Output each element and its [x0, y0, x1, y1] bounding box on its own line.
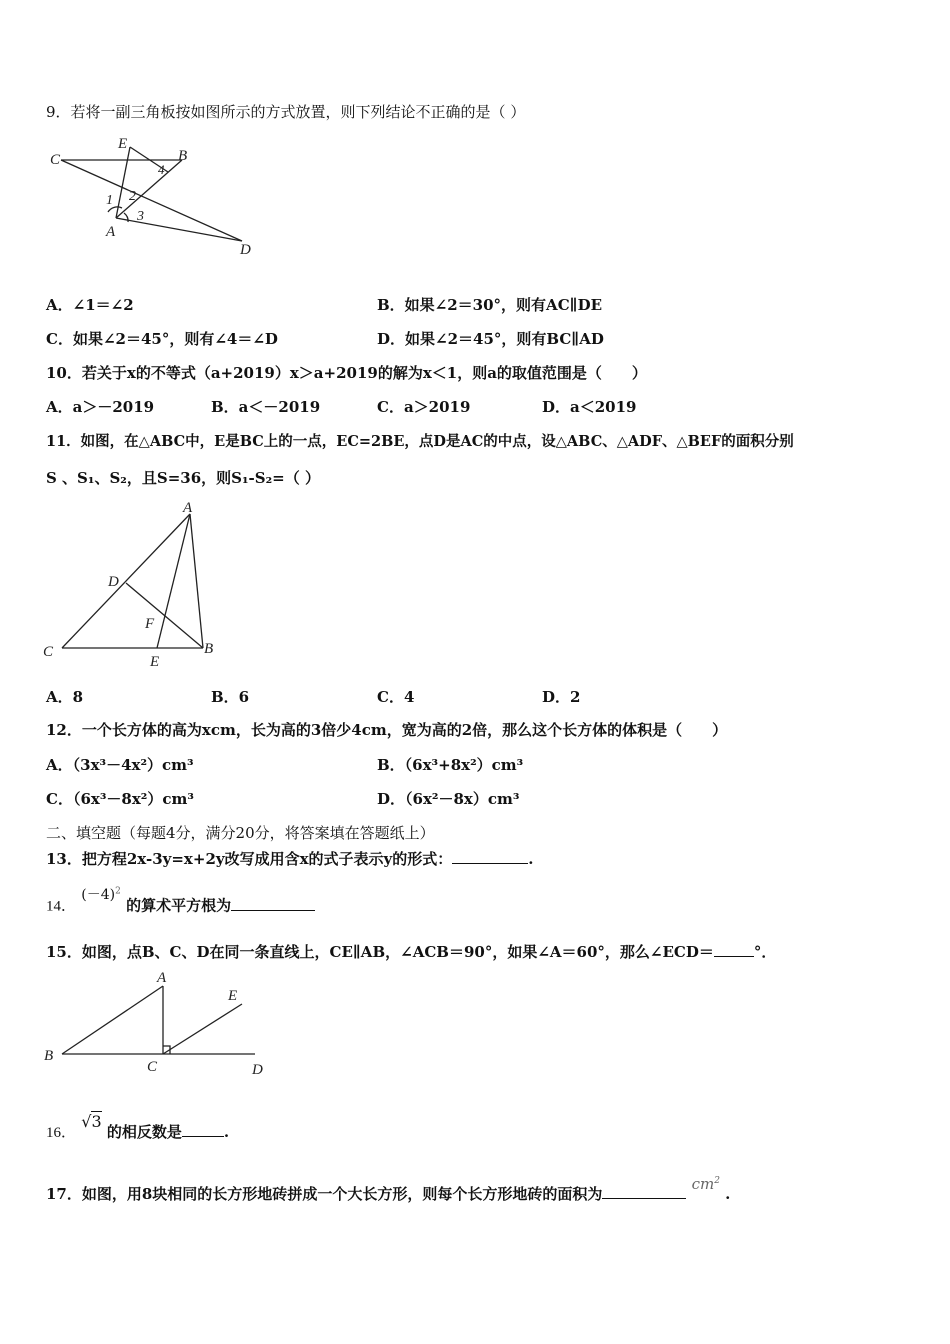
q9-label-D: D — [240, 242, 251, 258]
q17 — [46, 1175, 731, 1204]
q9-figure — [44, 134, 264, 260]
q11-label-B: B — [204, 641, 214, 657]
q17-tail: . — [725, 1185, 731, 1203]
q11-option-a[interactable]: A．8 — [46, 688, 84, 706]
q15-answer-blank[interactable] — [714, 941, 754, 957]
q11-label-F: F — [145, 616, 155, 632]
q13 — [46, 848, 534, 869]
q15-tail: °． — [753, 943, 777, 961]
q10-option-b[interactable]: B．a＜－2019 — [211, 398, 321, 416]
q14 — [46, 886, 315, 917]
q17-unit: $cm^2$ — [691, 1175, 720, 1193]
q14-expression: $(-4)^2$ — [81, 886, 121, 903]
q11-label-E: E — [150, 654, 160, 670]
q13-tail: . — [528, 850, 534, 868]
q9-label-A: A — [106, 224, 116, 240]
q17-stem: 17．如图，用8块相同的长方形地砖拼成一个大长方形，则每个长方形地砖的面积为 — [46, 1185, 603, 1203]
section-2-heading: 二、填空题（每题4分，满分20分，将答案填在答题纸上） — [46, 824, 435, 842]
q15-label-C: C — [147, 1059, 158, 1075]
q9-option-b[interactable]: B．如果∠2＝30°，则有AC∥DE — [377, 296, 603, 314]
q12-stem: 12．一个长方体的高为xcm，长为高的3倍少4cm，宽为高的2倍，那么这个长方体的体积是（ ） — [46, 721, 728, 739]
q14-answer-blank[interactable] — [231, 895, 315, 911]
q15 — [46, 941, 776, 962]
q9-label-C: C — [50, 152, 61, 168]
q16-number: 16． — [46, 1125, 77, 1141]
q11-label-A: A — [183, 500, 193, 516]
q12-option-b[interactable]: B．（6x³+8x²）cm³ — [377, 756, 524, 774]
q16-stem: 的相反数是 — [106, 1123, 182, 1141]
q15-figure — [40, 968, 280, 1080]
q9-option-c[interactable]: C．如果∠2＝45°，则有∠4＝∠D — [46, 330, 278, 348]
q11-option-c[interactable]: C．4 — [377, 688, 415, 706]
q9-option-d[interactable]: D．如果∠2＝45°，则有BC∥AD — [377, 330, 604, 348]
q12-option-c[interactable]: C．（6x³－8x²）cm³ — [46, 790, 194, 808]
q12-option-a[interactable]: A．（3x³－4x²）cm³ — [46, 756, 194, 774]
q11-option-b[interactable]: B．6 — [211, 688, 250, 706]
q9-label-E: E — [118, 136, 128, 152]
q14-stem: 的算术平方根为 — [126, 896, 232, 915]
q9-option-a[interactable]: A．∠1＝∠2 — [46, 296, 134, 314]
q11-stem-line2: S 、S₁、S₂，且S=36，则S₁-S₂=（ ） — [46, 469, 320, 487]
q10-option-d[interactable]: D．a＜2019 — [542, 398, 637, 416]
q9-stem: 9．若将一副三角板按如图所示的方式放置，则下列结论不正确的是（ ） — [46, 103, 526, 121]
q10-stem: 10．若关于x的不等式（a+2019）x＞a+2019的解为x＜1，则a的取值范围是（ ） — [46, 364, 647, 382]
q10-option-a[interactable]: A．a＞－2019 — [46, 398, 155, 416]
q11-figure — [40, 496, 230, 676]
q13-answer-blank[interactable] — [452, 848, 528, 864]
q11-label-D: D — [108, 574, 119, 590]
q9-label-1: 1 — [106, 193, 113, 208]
q14-number: 14． — [46, 898, 77, 915]
q17-answer-blank[interactable] — [602, 1183, 686, 1199]
q16-tail: . — [223, 1123, 230, 1141]
q9-label-2: 2 — [129, 189, 136, 204]
q16-answer-blank[interactable] — [182, 1121, 224, 1137]
q15-label-B: B — [44, 1048, 54, 1064]
q11-option-d[interactable]: D．2 — [542, 688, 581, 706]
q15-label-D: D — [252, 1062, 263, 1078]
q16-sqrt-expression: √3 — [81, 1112, 102, 1131]
q11-stem-line1: 11．如图，在△ABC中，E是BC上的一点，EC=2BE，点D是AC的中点，设△ABC、△ADF、△BEF的面积分别 — [46, 433, 794, 450]
q11-label-C: C — [43, 644, 54, 660]
q15-label-E: E — [228, 988, 238, 1004]
q9-label-4: 4 — [158, 162, 165, 177]
q15-label-A: A — [157, 970, 167, 986]
q12-option-d[interactable]: D．（6x²－8x）cm³ — [377, 790, 520, 808]
q9-label-3: 3 — [137, 209, 144, 224]
q9-label-B: B — [178, 148, 188, 164]
q15-stem: 15．如图，点B、C、D在同一条直线上，CE∥AB，∠ACB＝90°，如果∠A＝60°，那么∠ECD＝ — [46, 943, 714, 961]
q16 — [46, 1112, 230, 1143]
q13-stem: 13．把方程2x-3y=x+2y改写成用含x的式子表示y的形式： — [46, 850, 453, 868]
q10-option-c[interactable]: C．a＞2019 — [377, 398, 471, 416]
